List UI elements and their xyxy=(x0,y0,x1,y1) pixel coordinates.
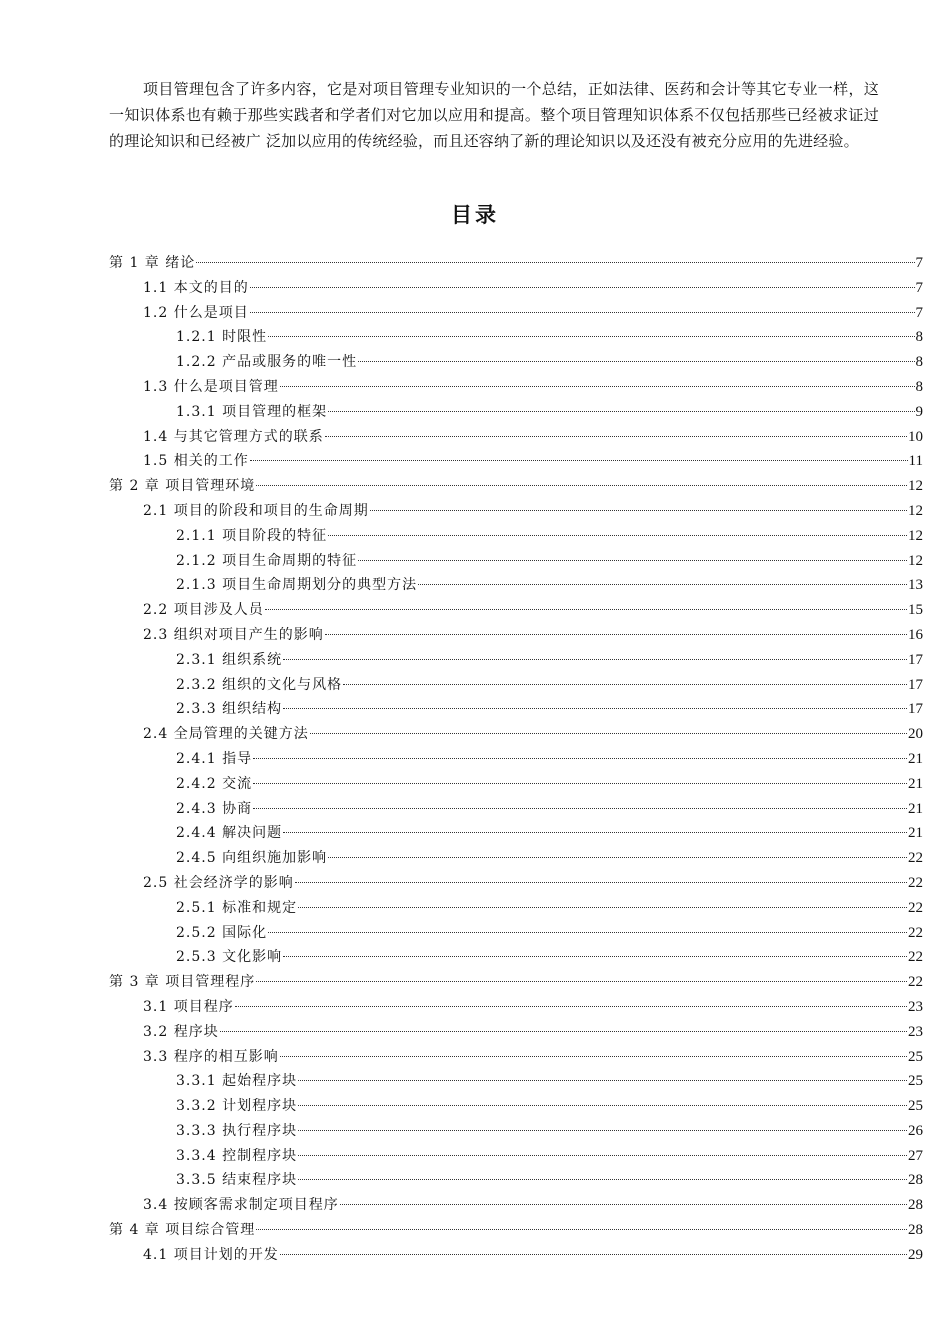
toc-entry-label: 2.4 全局管理的关键方法 xyxy=(143,726,309,743)
toc-entry-page-number: 25 xyxy=(908,1073,923,1090)
toc-entry-page-number: 17 xyxy=(908,676,923,693)
toc-title: 目录 xyxy=(451,203,499,227)
toc-entry[interactable] xyxy=(109,995,923,1020)
toc-entry[interactable] xyxy=(109,573,923,598)
toc-entry-page-number: 12 xyxy=(908,552,923,569)
toc-entry-page-number: 9 xyxy=(915,403,923,420)
dot-leader xyxy=(268,336,914,337)
toc-entry-page-number: 21 xyxy=(908,825,923,842)
toc-entry[interactable] xyxy=(109,276,923,301)
toc-entry-label: 1.3 什么是项目管理 xyxy=(143,378,279,395)
toc-entry[interactable] xyxy=(109,400,923,425)
dot-leader xyxy=(370,510,907,511)
dot-leader xyxy=(256,1229,907,1230)
dot-leader xyxy=(253,783,907,784)
toc-entry-label: 3.3 程序的相互影响 xyxy=(143,1048,279,1065)
dot-leader xyxy=(283,956,907,957)
toc-entry-label: 2.5 社会经济学的影响 xyxy=(143,874,294,891)
toc-entry-label: 第 1 章 绪论 xyxy=(109,255,196,271)
dot-leader xyxy=(250,312,915,313)
toc-entry-label: 1.3.1 项目管理的框架 xyxy=(176,403,328,420)
toc-entry-label: 第 2 章 项目管理环境 xyxy=(109,478,256,495)
dot-leader xyxy=(256,981,907,982)
dot-leader xyxy=(283,659,907,660)
dot-leader xyxy=(328,411,914,412)
dot-leader xyxy=(253,758,907,759)
toc-entry-page-number: 8 xyxy=(915,354,923,371)
toc-entry[interactable] xyxy=(109,598,923,623)
toc-entry[interactable] xyxy=(109,945,923,970)
toc-entry-page-number: 21 xyxy=(908,750,923,767)
toc-entry-page-number: 10 xyxy=(908,428,923,445)
dot-leader xyxy=(220,1031,907,1032)
toc-entry-page-number: 23 xyxy=(908,1023,923,1040)
toc-entry[interactable] xyxy=(109,350,923,375)
toc-entry-label: 3.4 按顾客需求制定项目程序 xyxy=(143,1197,339,1214)
toc-entry[interactable] xyxy=(109,821,923,846)
toc-entry-label: 3.1 项目程序 xyxy=(143,998,234,1015)
toc-entry[interactable] xyxy=(109,1020,923,1045)
toc-entry[interactable] xyxy=(109,1069,923,1094)
toc-entry[interactable] xyxy=(109,524,923,549)
toc-entry-page-number: 25 xyxy=(908,1048,923,1065)
toc-entry[interactable] xyxy=(109,499,923,524)
toc-entry[interactable] xyxy=(109,747,923,772)
toc-entry-label: 3.3.1 起始程序块 xyxy=(176,1073,298,1090)
dot-leader xyxy=(235,1006,907,1007)
toc-entry-page-number: 22 xyxy=(908,949,923,966)
toc-entry-label: 2.3 组织对项目产生的影响 xyxy=(143,626,324,643)
toc-entry[interactable] xyxy=(109,1045,923,1070)
toc-entry-page-number: 26 xyxy=(908,1122,923,1139)
toc-entry-page-number: 8 xyxy=(915,329,923,346)
toc-entry[interactable] xyxy=(109,697,923,722)
toc-entry-page-number: 13 xyxy=(908,577,923,594)
toc-entry[interactable] xyxy=(109,425,923,450)
toc-entry[interactable] xyxy=(109,375,923,400)
toc-entry-label: 1.2.2 产品或服务的唯一性 xyxy=(176,354,358,371)
toc-entry[interactable] xyxy=(109,549,923,574)
dot-leader xyxy=(280,386,915,387)
toc-entry[interactable] xyxy=(109,623,923,648)
toc-entry[interactable] xyxy=(109,673,923,698)
dot-leader xyxy=(283,708,907,709)
toc-entry-page-number: 21 xyxy=(908,800,923,817)
toc-entry-label: 3.3.2 计划程序块 xyxy=(176,1098,298,1115)
toc-entry[interactable] xyxy=(109,846,923,871)
toc-entry[interactable] xyxy=(109,648,923,673)
dot-leader xyxy=(298,1130,907,1131)
dot-leader xyxy=(418,584,907,585)
toc-entry-label: 2.1 项目的阶段和项目的生命周期 xyxy=(143,502,369,519)
toc-entry-page-number: 28 xyxy=(908,1197,923,1214)
toc-entry-label: 2.4.2 交流 xyxy=(176,775,253,792)
toc-entry-page-number: 12 xyxy=(908,478,923,495)
toc-entry-label: 2.4.4 解决问题 xyxy=(176,825,283,842)
toc-entry-label: 1.1 本文的目的 xyxy=(143,279,249,296)
toc-entry-label: 3.3.5 结束程序块 xyxy=(176,1172,298,1189)
toc-entry-page-number: 17 xyxy=(908,701,923,718)
dot-leader xyxy=(298,907,907,908)
toc-entry-page-number: 16 xyxy=(908,626,923,643)
toc-entry-page-number: 25 xyxy=(908,1098,923,1115)
toc-entry-page-number: 7 xyxy=(915,279,923,296)
toc-entry-label: 第 3 章 项目管理程序 xyxy=(109,974,256,991)
toc-entry-page-number: 15 xyxy=(908,602,923,619)
dot-leader xyxy=(340,1204,907,1205)
toc-entry-page-number: 7 xyxy=(915,304,923,321)
dot-leader xyxy=(280,1056,907,1057)
toc-entry[interactable] xyxy=(109,1193,923,1218)
toc-entry[interactable] xyxy=(109,921,923,946)
toc-entry[interactable] xyxy=(109,1168,923,1193)
toc-entry-label: 2.4.3 协商 xyxy=(176,800,253,817)
toc-entry-label: 2.2 项目涉及人员 xyxy=(143,602,264,619)
toc-entry-label: 1.5 相关的工作 xyxy=(143,453,249,470)
toc-entry[interactable] xyxy=(109,251,923,276)
dot-leader xyxy=(358,361,914,362)
toc-entry[interactable] xyxy=(109,722,923,747)
toc-entry-page-number: 22 xyxy=(908,874,923,891)
dot-leader xyxy=(253,808,907,809)
toc-entry-label: 2.5.2 国际化 xyxy=(176,924,268,941)
dot-leader xyxy=(250,287,915,288)
toc-entry-page-number: 12 xyxy=(908,527,923,544)
dot-leader xyxy=(328,535,907,536)
intro-paragraph: 项目管理包含了许多内容，它是对项目管理专业知识的一个总结，正如法律、医药和会计等其它专业一样，这一知识体系也有赖于那些实践者和学者们对它加以应用和提高。整个项目管理知识体系不仅包括那些已经被求证过的理论知识和已经被广 泛加以应用的传统经验，而且还容纳了新的理论知识以及还没有被充分应用的先进经验。 xyxy=(109,80,879,150)
toc-entry-page-number: 29 xyxy=(908,1246,923,1263)
dot-leader xyxy=(250,460,908,461)
toc-entry-label: 1.4 与其它管理方式的联系 xyxy=(143,428,324,445)
toc-entry-label: 2.4.5 向组织施加影响 xyxy=(176,850,328,867)
toc-entry[interactable] xyxy=(109,772,923,797)
toc-entry-label: 2.5.1 标准和规定 xyxy=(176,899,298,916)
toc-entry-page-number: 21 xyxy=(908,775,923,792)
toc-entry-page-number: 23 xyxy=(908,998,923,1015)
dot-leader xyxy=(298,1105,907,1106)
toc-entry-label: 3.2 程序块 xyxy=(143,1023,219,1040)
toc-entry-label: 2.5.3 文化影响 xyxy=(176,949,283,966)
toc-entry-page-number: 11 xyxy=(908,453,923,470)
toc-entry-page-number: 28 xyxy=(908,1172,923,1189)
toc-entry[interactable] xyxy=(109,1218,923,1243)
dot-leader xyxy=(328,857,907,858)
toc-entry-page-number: 12 xyxy=(908,502,923,519)
toc-entry-label: 2.1.1 项目阶段的特征 xyxy=(176,527,328,544)
toc-entry-page-number: 7 xyxy=(915,255,923,271)
toc-entry-page-number: 22 xyxy=(908,974,923,991)
toc-entry[interactable] xyxy=(109,474,923,499)
toc-entry-label: 2.1.3 项目生命周期划分的典型方法 xyxy=(176,577,418,594)
toc-entry[interactable] xyxy=(109,1119,923,1144)
dot-leader xyxy=(325,634,907,635)
toc-entry-label: 3.3.4 控制程序块 xyxy=(176,1147,298,1164)
toc-entry-label: 第 4 章 项目综合管理 xyxy=(109,1222,256,1239)
dot-leader xyxy=(298,1155,907,1156)
dot-leader xyxy=(310,733,907,734)
toc-entry-page-number: 20 xyxy=(908,726,923,743)
toc-entry[interactable] xyxy=(109,871,923,896)
toc-entry-label: 1.2.1 时限性 xyxy=(176,329,268,346)
toc-entry[interactable] xyxy=(109,1243,923,1268)
table-of-contents xyxy=(109,251,923,1268)
toc-entry-label: 3.3.3 执行程序块 xyxy=(176,1122,298,1139)
dot-leader xyxy=(283,832,907,833)
toc-entry[interactable] xyxy=(109,1144,923,1169)
dot-leader xyxy=(265,609,907,610)
toc-entry[interactable] xyxy=(109,301,923,326)
dot-leader xyxy=(295,882,907,883)
toc-entry-label: 2.4.1 指导 xyxy=(176,750,253,767)
toc-entry[interactable] xyxy=(109,797,923,822)
toc-entry-label: 2.3.2 组织的文化与风格 xyxy=(176,676,343,693)
toc-entry-label: 2.3.3 组织结构 xyxy=(176,701,283,718)
toc-entry-page-number: 8 xyxy=(915,378,923,395)
toc-entry-label: 4.1 项目计划的开发 xyxy=(143,1246,279,1263)
toc-entry[interactable] xyxy=(109,449,923,474)
toc-entry-page-number: 22 xyxy=(908,850,923,867)
toc-entry-page-number: 22 xyxy=(908,899,923,916)
dot-leader xyxy=(343,684,907,685)
toc-entry-label: 2.3.1 组织系统 xyxy=(176,651,283,668)
dot-leader xyxy=(196,262,914,263)
toc-entry-page-number: 27 xyxy=(908,1147,923,1164)
toc-entry-page-number: 22 xyxy=(908,924,923,941)
toc-entry[interactable] xyxy=(109,896,923,921)
toc-entry-label: 1.2 什么是项目 xyxy=(143,304,249,321)
dot-leader xyxy=(298,1179,907,1180)
dot-leader xyxy=(280,1254,907,1255)
dot-leader xyxy=(325,436,907,437)
dot-leader xyxy=(268,932,907,933)
dot-leader xyxy=(256,485,907,486)
toc-entry-page-number: 17 xyxy=(908,651,923,668)
dot-leader xyxy=(358,560,907,561)
toc-entry[interactable] xyxy=(109,325,923,350)
toc-entry-page-number: 28 xyxy=(908,1222,923,1239)
toc-entry[interactable] xyxy=(109,970,923,995)
dot-leader xyxy=(298,1080,907,1081)
toc-entry-label: 2.1.2 项目生命周期的特征 xyxy=(176,552,358,569)
toc-entry[interactable] xyxy=(109,1094,923,1119)
